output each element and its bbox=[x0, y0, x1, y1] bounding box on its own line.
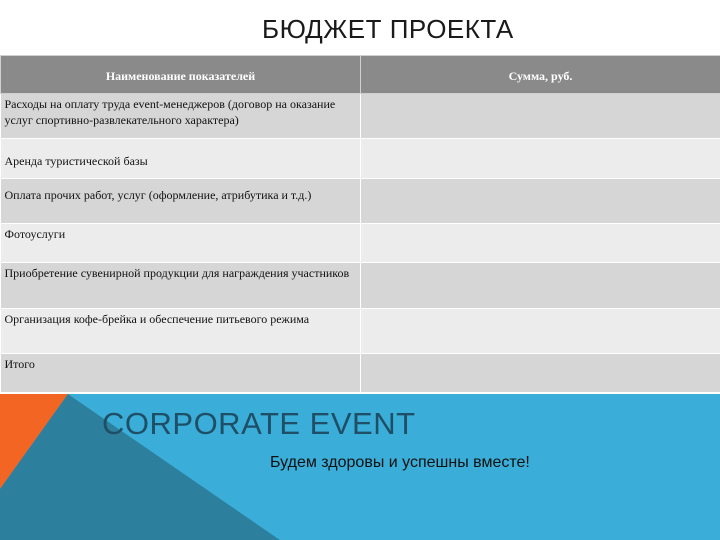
row-label-text: Приобретение сувенирной продукции для награждения участников bbox=[4, 266, 350, 280]
header-amount: Сумма, руб. bbox=[361, 56, 720, 94]
row-amount bbox=[361, 94, 720, 139]
row-amount bbox=[361, 139, 720, 179]
corporate-banner bbox=[0, 394, 720, 540]
row-label bbox=[1, 263, 361, 309]
row-amount bbox=[361, 179, 720, 224]
table-row bbox=[1, 179, 720, 224]
banner-title: CORPORATE EVENT bbox=[102, 406, 416, 441]
row-amount bbox=[361, 224, 720, 263]
banner-subtitle: Будем здоровы и успешны вместе! bbox=[270, 454, 530, 471]
row-amount bbox=[361, 354, 720, 393]
header-indicator-name: Наименование показателей bbox=[1, 56, 361, 94]
row-amount bbox=[361, 263, 720, 309]
row-label: Аренда туристической базы bbox=[1, 139, 361, 179]
table-row bbox=[1, 309, 720, 354]
row-label bbox=[1, 309, 361, 354]
table-row bbox=[1, 224, 720, 263]
row-label: Фотоуслуги bbox=[1, 224, 361, 263]
row-amount bbox=[361, 309, 720, 354]
table-row bbox=[1, 139, 720, 179]
row-label-text: Организация кофе-брейка и обеспечение питьевого режима bbox=[4, 312, 310, 326]
table-row bbox=[1, 354, 720, 393]
row-label: Итого bbox=[1, 354, 361, 393]
budget-table bbox=[0, 55, 720, 393]
table-row bbox=[1, 263, 720, 309]
table-header-row bbox=[1, 56, 720, 94]
row-label: Оплата прочих работ, услуг (оформление, атрибутика и т.д.) bbox=[1, 179, 361, 224]
table-row bbox=[1, 94, 720, 139]
slide-title: БЮДЖЕТ ПРОЕКТА bbox=[262, 14, 514, 44]
row-label: Расходы на оплату труда event-менеджеров (договор на оказание услуг спортивно-развлекательного характера) bbox=[1, 94, 361, 139]
